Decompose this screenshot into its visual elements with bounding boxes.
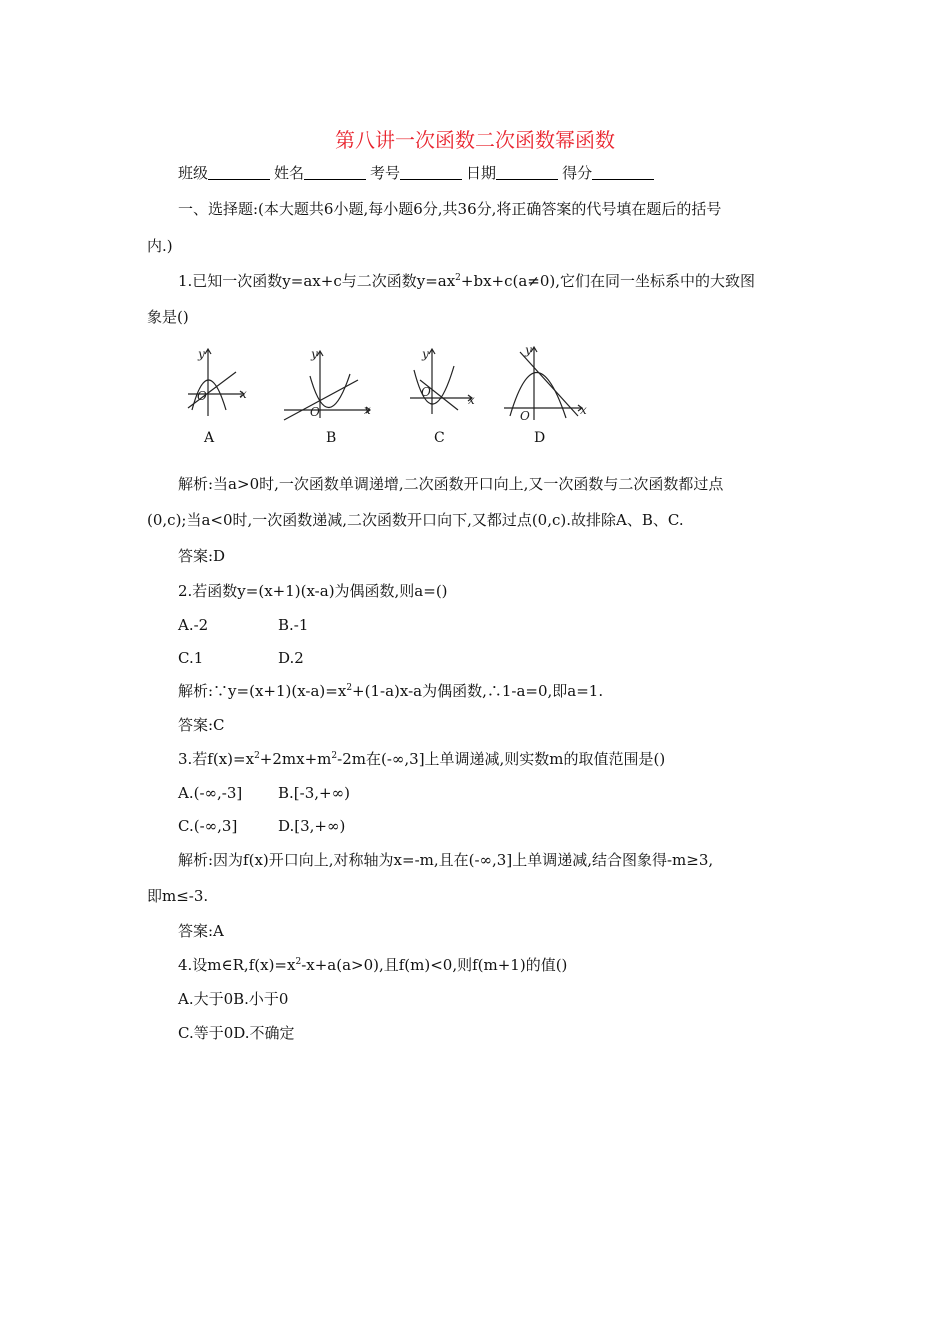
graph-d: [504, 343, 587, 422]
graph-b-x-label: x: [364, 403, 371, 417]
q1-stem-line1: [178, 271, 755, 291]
section-heading-line1: 一、选择题:(本大题共6小题,每小题6分,共36分,将正确答案的代号填在题后的括号: [178, 200, 722, 218]
q2-analysis: [178, 681, 603, 701]
q1-analysis-line2: (0,c);当a<0时,一次函数递减,二次函数开口向下,又都过点(0,c).故排除A、B、C.: [147, 511, 684, 529]
graph-b-origin: O: [310, 405, 320, 419]
q3-stem-part3: -2m在(-∞,3]上单调递减,则实数m的取值范围是(): [337, 750, 666, 768]
graph-label-d: D: [534, 430, 546, 446]
graph-label-c: C: [434, 430, 445, 446]
q2-option-c: C.1: [178, 649, 204, 667]
q3-analysis-line2: 即m≤-3.: [147, 887, 209, 905]
q4-options-ab: A.大于0B.小于0: [178, 990, 289, 1008]
graph-c-y-label: y: [422, 347, 429, 361]
student-info-row: [178, 163, 658, 183]
page-title: 第八讲一次函数二次函数幂函数: [335, 128, 615, 152]
q3-option-c: C.(-∞,3]: [178, 817, 238, 835]
date-blank[interactable]: [496, 164, 558, 180]
q3-superscript-2: 2: [331, 751, 338, 761]
q1-analysis-line1: 解析:当a>0时,一次函数单调递增,二次函数开口向上,又一次函数与二次函数都过点: [178, 475, 724, 493]
q3-option-d: D.[3,+∞): [278, 817, 346, 835]
q4-superscript: 2: [295, 957, 302, 967]
q1-stem-part2: +bx+c(a≠0),它们在同一坐标系中的大致图: [460, 272, 756, 290]
q2-analysis-part1: 解析:∵y=(x+1)(x-a)=x: [178, 682, 347, 700]
q2-superscript: 2: [346, 683, 353, 693]
q3-stem-part1: 3.若f(x)=x: [178, 750, 255, 768]
name-blank[interactable]: [304, 164, 366, 180]
date-label: 日期: [466, 164, 497, 182]
graph-label-b: B: [326, 430, 337, 446]
graph-b-y-label: y: [311, 347, 318, 361]
q2-option-a: A.-2: [178, 616, 209, 634]
class-label: 班级: [178, 164, 209, 182]
q3-analysis-line1: 解析:因为f(x)开口向上,对称轴为x=-m,且在(-∞,3]上单调递减,结合图象得-m≥3,: [178, 851, 714, 869]
q2-option-b: B.-1: [278, 616, 309, 634]
graph-a-y-label: y: [198, 347, 205, 361]
q3-option-a: A.(-∞,-3]: [178, 784, 243, 802]
graph-c-origin: O: [421, 385, 431, 399]
score-blank[interactable]: [592, 164, 654, 180]
q2-stem: 2.若函数y=(x+1)(x-a)为偶函数,则a=(): [178, 582, 448, 600]
graph-c: [410, 347, 475, 414]
q4-options-cd: C.等于0D.不确定: [178, 1024, 295, 1042]
q1-superscript: 2: [455, 273, 461, 283]
q3-stem: [178, 749, 665, 769]
q1-stem-line2: 象是(): [147, 308, 189, 326]
q2-analysis-part2: +(1-a)x-a为偶函数,∴1-a=0,即a=1.: [352, 682, 604, 700]
name-label: 姓名: [274, 164, 305, 182]
section-heading-line2: 内.): [147, 237, 173, 255]
q4-stem: [178, 955, 567, 975]
q3-option-b: B.[-3,+∞): [278, 784, 350, 802]
q3-answer: 答案:A: [178, 922, 224, 940]
class-blank[interactable]: [208, 164, 270, 180]
graph-d-y-label: y: [525, 343, 532, 357]
q1-graphs: [180, 340, 600, 422]
q4-stem-part2: -x+a(a>0),且f(m)<0,则f(m+1)的值(): [301, 956, 568, 974]
graph-label-a: A: [204, 430, 215, 446]
graph-c-x-label: x: [468, 393, 475, 407]
q1-stem-part1: 1.已知一次函数y=ax+c与二次函数y=ax: [178, 272, 456, 290]
graph-a-x-label: x: [240, 387, 247, 401]
q4-stem-part1: 4.设m∈R,f(x)=x: [178, 956, 296, 974]
score-label: 得分: [562, 164, 593, 182]
q2-answer: 答案:C: [178, 716, 225, 734]
graph-d-x-label: x: [580, 403, 587, 417]
q1-answer: 答案:D: [178, 547, 226, 565]
graph-a: [188, 347, 247, 416]
exam-no-blank[interactable]: [400, 164, 462, 180]
q2-option-d: D.2: [278, 649, 304, 667]
graph-a-origin: O: [197, 389, 207, 403]
graph-b: [284, 347, 371, 420]
graph-d-origin: O: [520, 409, 530, 422]
q3-superscript-1: 2: [254, 751, 260, 761]
q3-stem-part2: +2mx+m: [259, 750, 332, 768]
exam-no-label: 考号: [370, 164, 401, 182]
